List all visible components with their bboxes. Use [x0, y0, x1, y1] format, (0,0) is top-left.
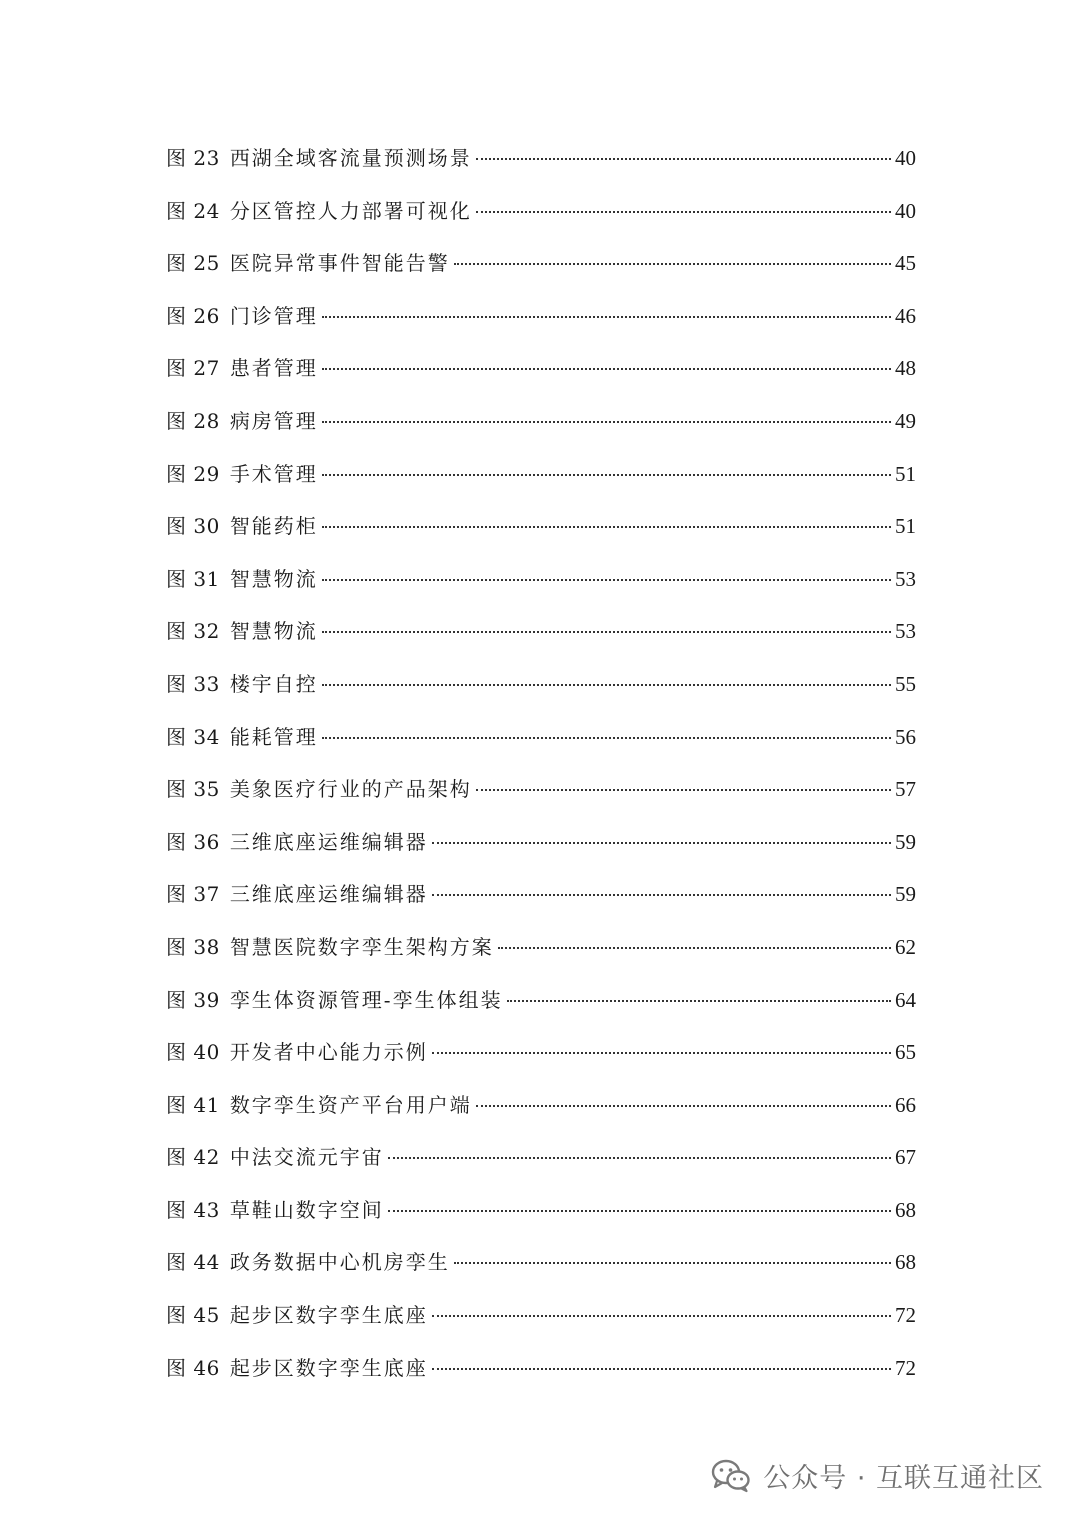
toc-label — [166, 868, 428, 921]
dot-leader — [322, 316, 891, 318]
figure-title: 智能药柜 — [229, 514, 318, 539]
page-number: 62 — [895, 934, 916, 959]
figure-title: 三维底座运维编辑器 — [229, 882, 428, 907]
toc-entry[interactable] — [166, 658, 916, 711]
toc-entry[interactable] — [166, 1079, 916, 1132]
toc-entry[interactable] — [166, 1289, 916, 1342]
dot-leader — [454, 263, 891, 265]
toc-entry[interactable] — [166, 868, 916, 921]
watermark-text: 公众号 · 互联互通社区 — [763, 1463, 1044, 1494]
dot-leader — [476, 1105, 891, 1107]
toc-label — [166, 448, 318, 501]
toc-entry[interactable] — [166, 1131, 916, 1184]
toc-entry[interactable] — [166, 132, 916, 185]
figure-title: 智慧物流 — [229, 619, 318, 644]
toc-label — [166, 290, 318, 343]
figure-title: 分区管控人力部署可视化 — [229, 198, 472, 223]
toc-label — [166, 1289, 428, 1342]
toc-label — [166, 974, 503, 1027]
dot-leader — [322, 579, 891, 581]
toc-label — [166, 605, 318, 658]
page-number: 45 — [895, 251, 916, 276]
page-number: 53 — [895, 566, 916, 591]
figure-title: 孪生体资源管理-孪生体组装 — [229, 987, 503, 1012]
figure-title: 患者管理 — [229, 356, 318, 381]
figure-title: 病房管理 — [229, 408, 318, 433]
toc-label — [166, 342, 318, 395]
toc-label — [166, 185, 472, 238]
figure-number: 图 28 — [166, 408, 220, 433]
figure-title: 起步区数字孪生底座 — [229, 1355, 428, 1380]
figure-number: 图 31 — [166, 566, 220, 591]
dot-leader — [322, 631, 891, 633]
toc-entry[interactable] — [166, 974, 916, 1027]
toc-entry[interactable] — [166, 1184, 916, 1237]
toc-label — [166, 658, 318, 711]
dot-leader — [322, 526, 891, 528]
dot-leader — [322, 368, 891, 370]
page-number: 65 — [895, 1040, 916, 1065]
page-number: 55 — [895, 671, 916, 696]
figure-number: 图 36 — [166, 829, 220, 854]
toc-label — [166, 500, 318, 553]
toc-entry[interactable] — [166, 1026, 916, 1079]
toc-label — [166, 132, 472, 185]
toc-label — [166, 1236, 450, 1289]
figure-number: 图 44 — [166, 1250, 220, 1275]
page-number: 59 — [895, 829, 916, 854]
toc-entry[interactable] — [166, 1342, 916, 1395]
figure-number: 图 43 — [166, 1197, 220, 1222]
figure-title: 美象医疗行业的产品架构 — [229, 777, 472, 802]
figure-number: 图 33 — [166, 671, 220, 696]
toc-entry[interactable] — [166, 921, 916, 974]
toc-label — [166, 816, 428, 869]
figure-number: 图 25 — [166, 251, 220, 276]
toc-entry[interactable] — [166, 448, 916, 501]
page-number: 66 — [895, 1092, 916, 1117]
dot-leader — [498, 947, 891, 949]
watermark — [711, 1456, 1044, 1495]
figure-number: 图 27 — [166, 356, 220, 381]
figure-number: 图 41 — [166, 1092, 220, 1117]
figure-title: 开发者中心能力示例 — [229, 1040, 428, 1065]
dot-leader — [454, 1262, 891, 1264]
page-number: 72 — [895, 1303, 916, 1328]
page-number: 72 — [895, 1355, 916, 1380]
page-number: 67 — [895, 1145, 916, 1170]
toc-label — [166, 711, 318, 764]
figure-title: 数字孪生资产平台用户端 — [229, 1092, 472, 1117]
figure-title: 三维底座运维编辑器 — [229, 829, 428, 854]
toc-entry[interactable] — [166, 185, 916, 238]
figure-number: 图 23 — [166, 146, 220, 170]
dot-leader — [432, 1052, 891, 1054]
figure-title: 楼宇自控 — [229, 671, 318, 696]
page-number: 57 — [895, 777, 916, 802]
toc-entry[interactable] — [166, 605, 916, 658]
toc-entry[interactable] — [166, 553, 916, 606]
page-number: 51 — [895, 461, 916, 486]
figure-title: 医院异常事件智能告警 — [229, 251, 450, 276]
toc-entry[interactable] — [166, 342, 916, 395]
toc-label — [166, 1026, 428, 1079]
toc-label — [166, 921, 494, 974]
figure-number: 图 37 — [166, 882, 220, 907]
dot-leader — [388, 1210, 891, 1212]
figure-number: 图 35 — [166, 777, 220, 802]
figure-number: 图 26 — [166, 303, 220, 328]
toc-label — [166, 553, 318, 606]
page-number: 48 — [895, 356, 916, 381]
toc-entry[interactable] — [166, 395, 916, 448]
dot-leader — [476, 789, 891, 791]
toc-entry[interactable] — [166, 763, 916, 816]
toc-entry[interactable] — [166, 816, 916, 869]
toc-entry[interactable] — [166, 290, 916, 343]
toc-label — [166, 1079, 472, 1132]
toc-entry[interactable] — [166, 711, 916, 764]
page-number: 49 — [895, 408, 916, 433]
dot-leader — [507, 1000, 891, 1002]
toc-label — [166, 1342, 428, 1395]
figure-title: 中法交流元宇宙 — [229, 1145, 384, 1170]
figure-number: 图 24 — [166, 198, 220, 223]
toc-entry[interactable] — [166, 500, 916, 553]
figure-number: 图 39 — [166, 987, 220, 1012]
figure-number: 图 42 — [166, 1145, 220, 1170]
figure-number: 图 45 — [166, 1303, 220, 1328]
figure-number: 图 38 — [166, 934, 220, 959]
dot-leader — [322, 421, 891, 423]
page-number: 64 — [895, 987, 916, 1012]
dot-leader — [322, 684, 891, 686]
dot-leader — [388, 1157, 891, 1159]
figure-number: 图 40 — [166, 1040, 220, 1065]
figure-title: 能耗管理 — [229, 724, 318, 749]
toc-list — [166, 132, 916, 1394]
figure-title: 起步区数字孪生底座 — [229, 1303, 428, 1328]
toc-entry[interactable] — [166, 1236, 916, 1289]
dot-leader — [322, 474, 891, 476]
figure-title: 政务数据中心机房孪生 — [229, 1250, 450, 1275]
toc-label — [166, 395, 318, 448]
figure-number: 图 32 — [166, 619, 220, 644]
toc-label — [166, 763, 472, 816]
figure-number: 图 30 — [166, 514, 220, 539]
dot-leader — [322, 737, 891, 739]
page-number: 40 — [895, 198, 916, 223]
figure-title: 手术管理 — [229, 461, 318, 486]
dot-leader — [432, 894, 891, 896]
figure-title: 智慧医院数字孪生架构方案 — [229, 934, 494, 959]
toc-label — [166, 1131, 384, 1184]
page-number: 56 — [895, 724, 916, 749]
dot-leader — [432, 1315, 891, 1317]
figure-title: 门诊管理 — [229, 303, 318, 328]
page-number: 51 — [895, 514, 916, 539]
dot-leader — [476, 158, 891, 160]
page-number: 68 — [895, 1197, 916, 1222]
figure-number: 图 46 — [166, 1355, 220, 1380]
figure-title: 草鞋山数字空间 — [229, 1197, 384, 1222]
figure-title: 西湖全域客流量预测场景 — [229, 146, 472, 170]
figure-number: 图 34 — [166, 724, 220, 749]
dot-leader — [432, 1368, 891, 1370]
page-number: 46 — [895, 303, 916, 328]
toc-entry[interactable] — [166, 237, 916, 290]
toc-label — [166, 1184, 384, 1237]
toc-label — [166, 237, 450, 290]
page-number: 59 — [895, 882, 916, 907]
page-number: 53 — [895, 619, 916, 644]
page-number: 68 — [895, 1250, 916, 1275]
page-number: 40 — [895, 146, 916, 170]
figure-title: 智慧物流 — [229, 566, 318, 591]
figure-number: 图 29 — [166, 461, 220, 486]
wechat-icon — [711, 1459, 751, 1493]
dot-leader — [432, 842, 891, 844]
dot-leader — [476, 211, 891, 213]
